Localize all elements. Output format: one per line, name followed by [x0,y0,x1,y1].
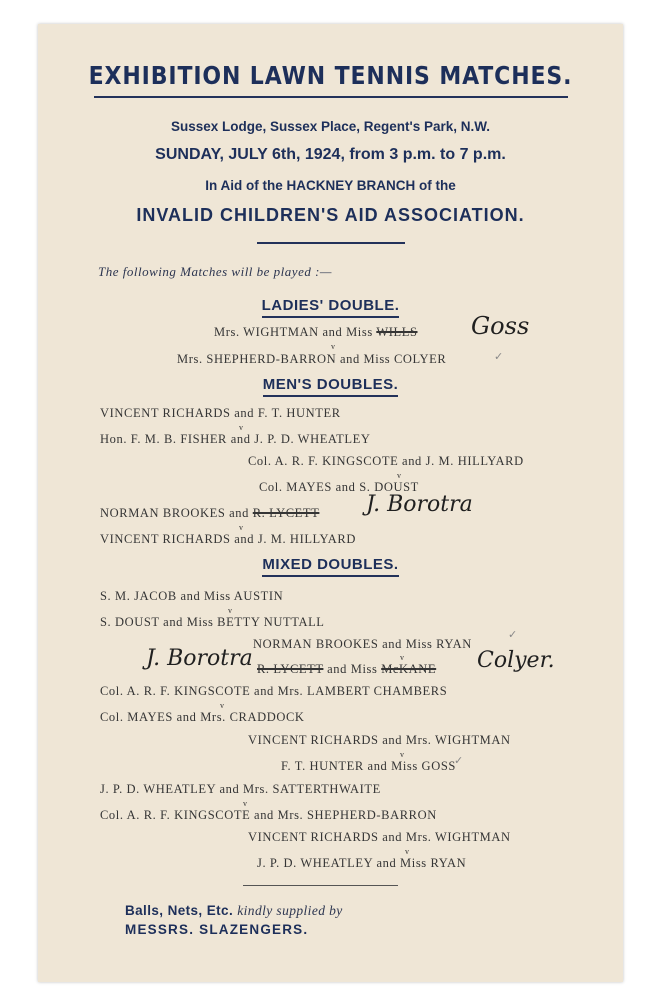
mixed-match-l11: VINCENT RICHARDS and Mrs. WIGHTMAN [248,830,511,844]
mens-match-l5: NORMAN BROOKES and R. LYCETT [100,506,320,520]
programme-sheet [38,24,623,982]
handwritten-name: J. Borotra [146,646,253,671]
versus-mark: v [243,799,247,808]
event-date: SUNDAY, JULY 6th, 1924, from 3 p.m. to 7 p.m. [155,146,506,163]
mens-match-l3: Col. A. R. F. KINGSCOTE and J. M. HILLYARD [248,454,524,468]
handwritten-name: Colyer. [477,648,555,673]
mixed-match-l6: Col. MAYES and Mrs. CRADDOCK [100,710,305,724]
mixed-match-l8: F. T. HUNTER and Miss GOSS [281,759,456,773]
footer-divider [243,885,398,886]
supplier-line: Balls, Nets, Etc. kindly supplied by [125,903,343,918]
programme-title: EXHIBITION LAWN TENNIS MATCHES. [88,61,573,90]
title-underline [94,96,568,98]
mens-match-l1: VINCENT RICHARDS and F. T. HUNTER [100,406,341,420]
mixed-match-l4: R. LYCETT and Miss McKANE [257,662,437,676]
mens-match-l4: Col. MAYES and S. DOUST [259,480,419,494]
versus-mark: v [397,471,401,480]
mens-heading: MEN'S DOUBLES. [38,376,623,393]
versus-mark: v [239,423,243,432]
charity-divider [257,242,405,244]
versus-mark: v [331,342,335,351]
mixed-match-l2: S. DOUST and Miss BETTY NUTTALL [100,615,325,629]
mens-match-l2: Hon. F. M. B. FISHER and J. P. D. WHEATLEY [100,432,371,446]
ladies-match-line2: Mrs. SHEPHERD-BARRON and Miss COLYER [177,352,447,366]
handwritten-name: J. Borotra [366,492,473,517]
intro-text: The following Matches will be played :— [98,264,332,279]
tick-mark: ✓ [454,755,464,767]
mixed-match-l7: VINCENT RICHARDS and Mrs. WIGHTMAN [248,733,511,747]
versus-mark: v [400,750,404,759]
struck-name: WILLS [376,325,418,339]
handwritten-name: Goss [471,312,530,340]
venue: Sussex Lodge, Sussex Place, Regent's Park, N.W. [170,119,491,134]
charity-name: INVALID CHILDREN'S AID ASSOCIATION. [136,205,525,225]
ladies-heading: LADIES' DOUBLE. [38,297,623,314]
supplier-name: MESSRS. SLAZENGERS. [125,922,309,937]
mixed-heading: MIXED DOUBLES. [38,556,623,573]
mixed-match-l12: J. P. D. WHEATLEY and Miss RYAN [257,856,467,870]
versus-mark: v [400,653,404,662]
ladies-match-line1: Mrs. WIGHTMAN and Miss WILLS [214,325,418,339]
struck-name: McKANE [381,662,437,676]
mixed-match-l5: Col. A. R. F. KINGSCOTE and Mrs. LAMBERT CHAMBERS [100,684,448,698]
mixed-match-l1: S. M. JACOB and Miss AUSTIN [100,589,284,603]
tick-mark: ✓ [494,351,504,363]
mixed-match-l9: J. P. D. WHEATLEY and Mrs. SATTERTHWAITE [100,782,381,796]
mixed-match-l3: NORMAN BROOKES and Miss RYAN [253,637,472,651]
struck-name: R. LYCETT [252,506,320,520]
versus-mark: v [220,701,224,710]
versus-mark: v [239,523,243,532]
tick-mark: ✓ [508,629,518,641]
aid-line: In Aid of the HACKNEY BRANCH of the [205,178,456,193]
mixed-match-l10: Col. A. R. F. KINGSCOTE and Mrs. SHEPHERD-BARRON [100,808,437,822]
versus-mark: v [405,847,409,856]
struck-name: R. LYCETT [257,662,324,676]
mens-match-l6: VINCENT RICHARDS and J. M. HILLYARD [100,532,356,546]
versus-mark: v [228,606,232,615]
